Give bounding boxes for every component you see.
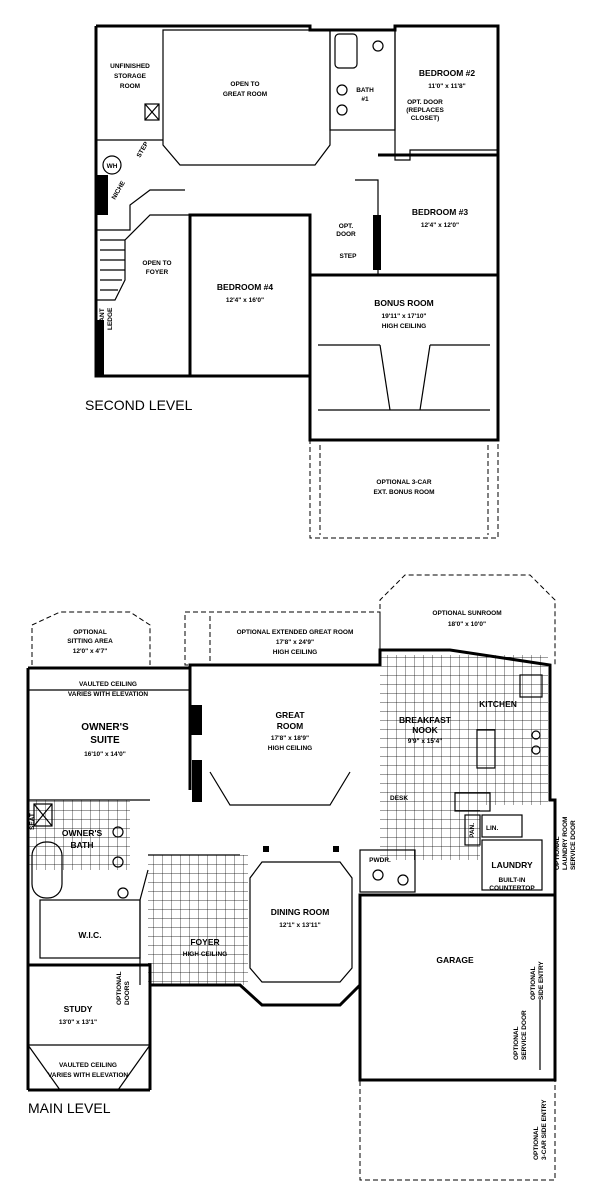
breakfast-label-1: BREAKFAST	[399, 715, 451, 725]
opt-service-door-2: SERVICE DOOR	[521, 1010, 528, 1060]
great-room-size: 17'8" x 18'9"	[270, 735, 310, 742]
study-label: STUDY	[63, 1004, 93, 1014]
desk-label: DESK	[390, 795, 409, 802]
kitchen-label: KITCHEN	[479, 699, 517, 709]
garage-label: GARAGE	[436, 955, 474, 965]
owner-suite-size: 16'10" x 14'0"	[84, 751, 126, 758]
built-in-2: COUNTERTOP	[489, 885, 535, 892]
bedroom4-label: BEDROOM #4	[216, 282, 274, 292]
opt-side-entry-1: OPTIONAL	[530, 966, 537, 1000]
opt-laundry-door-1: OPTIONAL	[554, 836, 561, 870]
opt-doors-2: DOORS	[124, 981, 131, 1005]
storage-label-line1: UNFINISHED	[110, 63, 150, 70]
pan-label: PAN.	[469, 822, 476, 838]
owner-bath-label-2: BATH	[70, 840, 94, 850]
opt-laundry-door-2: LAUNDRY ROOM	[562, 816, 569, 870]
open-foyer-label-2: FOYER	[145, 269, 169, 276]
bedroom3-size: 12'4" x 12'0"	[420, 222, 460, 229]
opt-laundry-door-3: SERVICE DOOR	[570, 820, 577, 870]
bonus-ceiling: HIGH CEILING	[381, 323, 427, 330]
sunroom-size: 18'0" x 10'0"	[447, 621, 487, 628]
bedroom2-size: 11'0" x 11'8"	[428, 83, 466, 90]
open-great-room-label-1: OPEN TO	[230, 81, 260, 88]
vaulted-study-2: VARIES WITH ELEVATION	[47, 1072, 129, 1079]
opt-door-label-2: DOOR	[336, 231, 356, 238]
sitting-size: 12'0" x 4'7"	[72, 648, 108, 655]
great-room-ceiling: HIGH CEILING	[267, 745, 313, 752]
plant-ledge-label-2: LEDGE	[107, 307, 114, 330]
sitting-label-1: OPTIONAL	[73, 629, 107, 636]
opt-door-closet-3: CLOSET)	[410, 115, 440, 122]
bedroom2-label: BEDROOM #2	[418, 68, 476, 78]
breakfast-label-2: NOOK	[412, 725, 438, 735]
step-label-top: STEP	[135, 140, 151, 159]
opt-service-door-1: OPTIONAL	[513, 1026, 520, 1060]
bonus-label: BONUS ROOM	[374, 298, 434, 308]
opt-3car-bonus-1: OPTIONAL 3-CAR	[376, 479, 432, 486]
owner-bath-label-1: OWNER'S	[61, 828, 103, 838]
foyer-label: FOYER	[190, 937, 220, 947]
bonus-size: 19'11" x 17'10"	[381, 313, 427, 320]
sunroom-label: OPTIONAL SUNROOM	[432, 610, 502, 617]
main-level-plan	[28, 575, 555, 1180]
niche-label: NICHE	[110, 179, 127, 201]
second-level-title: SECOND LEVEL	[85, 397, 193, 413]
storage-label-line3: ROOM	[119, 83, 141, 90]
owner-suite-label-1: OWNER'S	[81, 722, 129, 733]
bedroom4-size: 12'4" x 16'0"	[225, 297, 265, 304]
dining-size: 12'1" x 13'11"	[279, 922, 321, 929]
ext-great-room-size: 17'8" x 24'9"	[275, 639, 315, 646]
opt-3car-entry-2: 3-CAR SIDE ENTRY	[541, 1099, 548, 1160]
main-level-title: MAIN LEVEL	[28, 1100, 111, 1116]
sitting-label-2: SITTING AREA	[67, 638, 113, 645]
dining-label: DINING ROOM	[270, 907, 330, 917]
open-great-room-label-2: GREAT ROOM	[222, 91, 268, 98]
built-in-1: BUILT-IN	[498, 877, 526, 884]
bedroom3-label: BEDROOM #3	[411, 207, 469, 217]
opt-door-closet-1: OPT. DOOR	[407, 99, 443, 106]
opt-door-label-1: OPT.	[338, 223, 354, 230]
opt-3car-bonus-2: EXT. BONUS ROOM	[373, 489, 435, 496]
seat-label: SEAT	[29, 813, 36, 830]
breakfast-size: 9'9" x 15'4"	[407, 738, 443, 745]
owner-suite-label-2: SUITE	[90, 735, 120, 746]
opt-door-closet-2: (REPLACES	[406, 107, 444, 114]
pwdr-label: PWDR.	[369, 857, 391, 864]
study-size: 13'0" x 13'1"	[58, 1019, 98, 1026]
great-room-label-1: GREAT	[275, 710, 305, 720]
lin-label: LIN.	[486, 825, 499, 832]
opt-doors-1: OPTIONAL	[116, 971, 123, 1005]
vaulted-owner-1: VAULTED CEILING	[79, 681, 137, 688]
great-room-label-2: ROOM	[276, 721, 304, 731]
bath1-label-1: BATH	[356, 87, 374, 94]
vaulted-owner-2: VARIES WITH ELEVATION	[67, 691, 149, 698]
wh-label: WH	[106, 163, 118, 170]
ext-great-room-ceiling: HIGH CEILING	[272, 649, 318, 656]
open-foyer-label-1: OPEN TO	[142, 260, 172, 267]
foyer-ceiling: HIGH CEILING	[182, 951, 228, 958]
opt-side-entry-2: SIDE ENTRY	[538, 961, 545, 1000]
opt-3car-entry-1: OPTIONAL	[533, 1126, 540, 1160]
vaulted-study-1: VAULTED CEILING	[59, 1062, 117, 1069]
plant-ledge-label-1: PLANT	[99, 308, 106, 330]
bath1-label-2: #1	[361, 96, 369, 103]
ext-great-room-label: OPTIONAL EXTENDED GREAT ROOM	[236, 629, 354, 636]
second-level-labels	[85, 63, 475, 496]
wic-label: W.I.C.	[78, 930, 102, 940]
storage-label-line2: STORAGE	[113, 73, 147, 80]
step-label-bonus: STEP	[339, 253, 357, 260]
laundry-label: LAUNDRY	[491, 860, 533, 870]
